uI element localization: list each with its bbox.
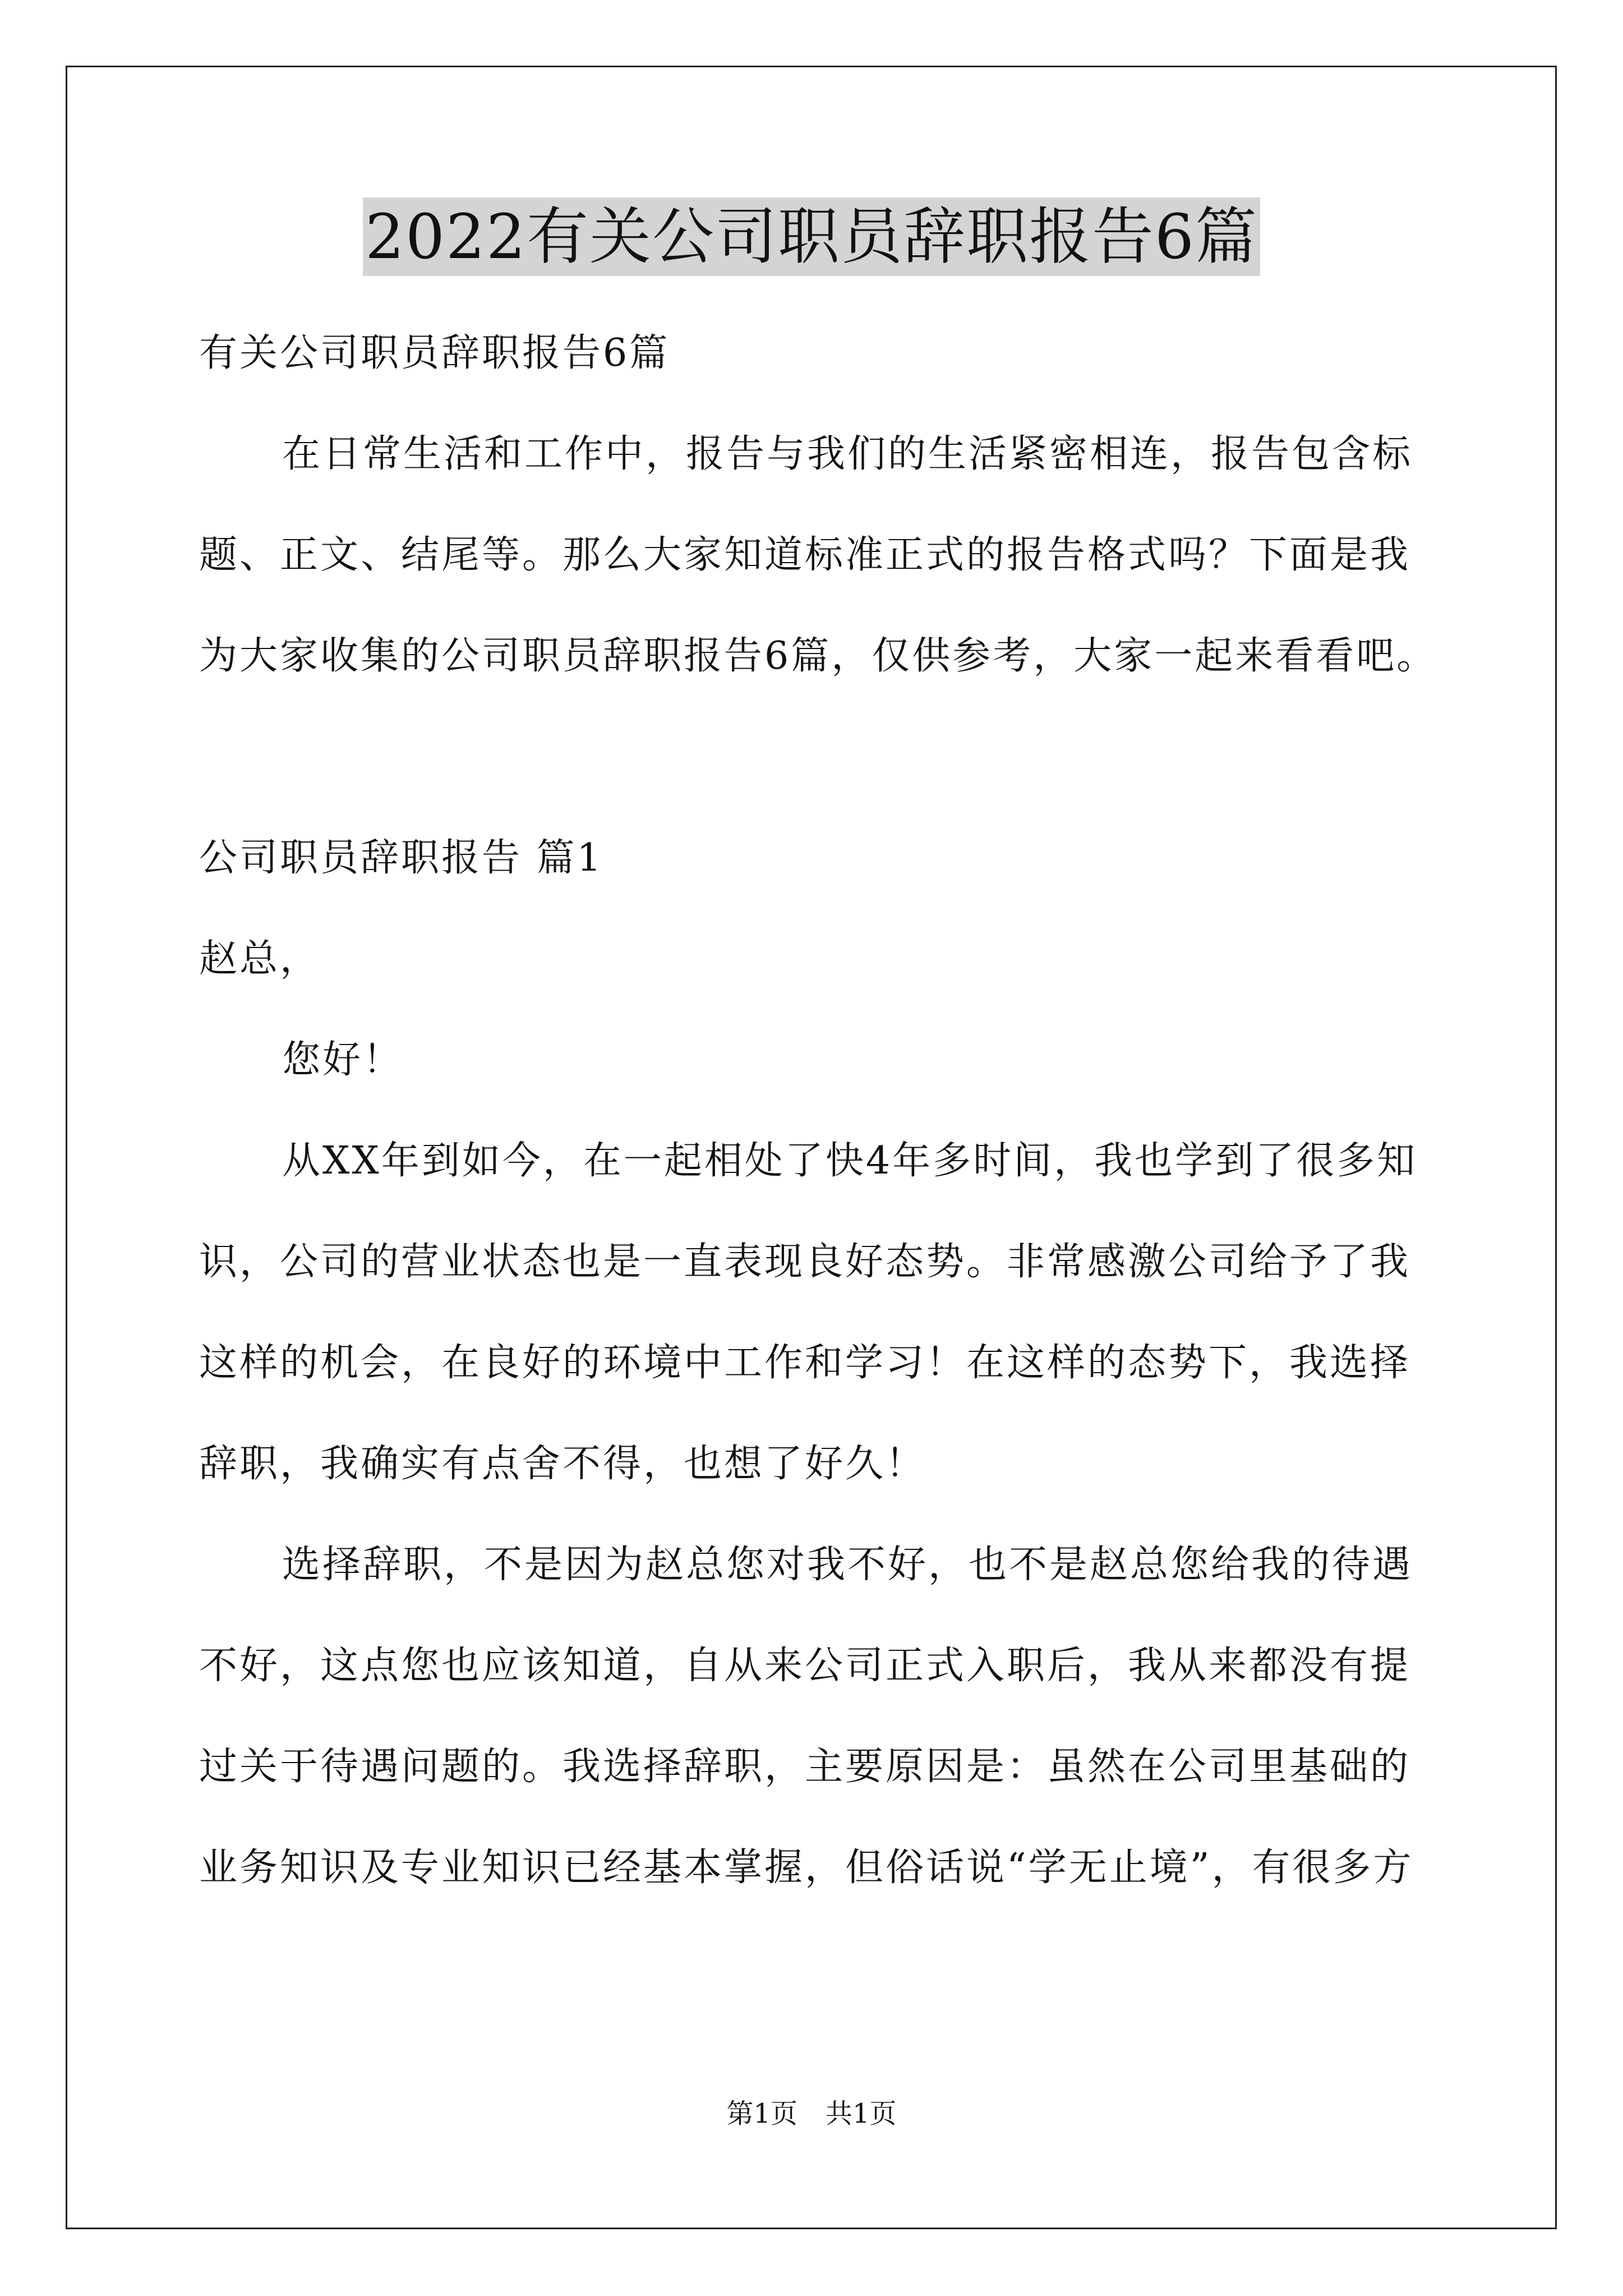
page-number-total: 共1页 — [826, 2098, 897, 2129]
intro-line-1: 在日常生活和工作中，报告与我们的生活紧密相连，报告包含标 — [282, 432, 1413, 476]
paragraph1-line-4: 辞职，我确实有点舍不得，也想了好久！ — [199, 1442, 926, 1486]
intro-line-3: 为大家收集的公司职员辞职报告6篇，仅供参考，大家一起来看看吧。 — [199, 634, 1437, 678]
paragraph1-line-2: 识，公司的营业状态也是一直表现良好态势。非常感激公司给予了我 — [199, 1240, 1411, 1284]
paragraph2-line-1: 选择辞职，不是因为赵总您对我不好，也不是赵总您给我的待遇 — [282, 1543, 1413, 1587]
page-footer — [0, 2097, 1623, 2131]
document-subtitle: 有关公司职员辞职报告6篇 — [199, 331, 670, 375]
page-number-current: 第1页 — [726, 2098, 797, 2129]
paragraph1-line-3: 这样的机会，在良好的环境中工作和学习！在这样的态势下，我选择 — [199, 1341, 1411, 1385]
blank-line — [199, 707, 1433, 808]
paragraph2-line-4: 业务知识及专业知识已经基本掌握，但俗话说“学无止境”，有很多方 — [199, 1846, 1414, 1890]
paragraph1-line-1: 从XX年到如今，在一起相处了快4年多时间，我也学到了很多知 — [282, 1139, 1418, 1183]
salutation: 赵总， — [199, 937, 321, 981]
paragraph2-line-2: 不好，这点您也应该知道，自从来公司正式入职后，我从来都没有提 — [199, 1644, 1411, 1688]
document-title: 2022有关公司职员辞职报告6篇 — [363, 197, 1260, 276]
document-body — [199, 303, 1437, 1918]
greeting: 您好！ — [282, 1038, 404, 1082]
section-heading: 公司职员辞职报告 篇1 — [199, 836, 603, 880]
intro-line-2: 题、正文、结尾等。那么大家知道标准正式的报告格式吗？下面是我 — [199, 533, 1411, 577]
title-container — [0, 197, 1623, 276]
paragraph2-line-3: 过关于待遇问题的。我选择辞职，主要原因是：虽然在公司里基础的 — [199, 1745, 1411, 1789]
